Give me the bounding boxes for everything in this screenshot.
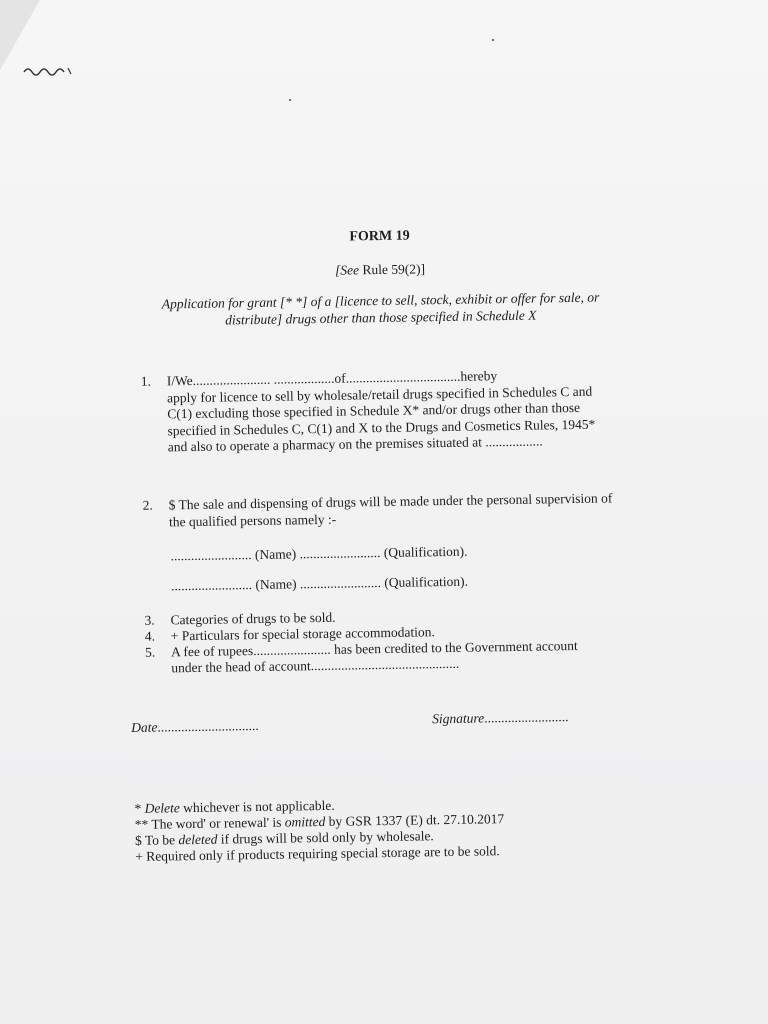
- item-5-account: under the head of account............................................: [171, 655, 460, 676]
- date-field: Date..............................: [131, 717, 259, 735]
- items-3-to-5: [144, 605, 651, 677]
- item-number: 2.: [142, 497, 153, 513]
- item-number: 1.: [140, 373, 152, 389]
- footnote-storage: + Required only if products requiring special storage are to be sold.: [135, 843, 500, 864]
- form-title: FORM 19: [349, 228, 410, 245]
- supervisor-line: ........................ (Name) ........................ (Qualification).: [170, 573, 469, 594]
- item-1-applicant: 1. I/We....................... ..................of..................................hereby apply for licence to sell by wholesale/retail drugs specified in Schedules C and C(1) excluding those specified in Schedule X* and/or drugs other than those specified in Schedules C, C(1) and X to the Drugs and Cosmetics Rules, 1945* and also to operate a pharmacy on the premises situated at .................: [140, 368, 596, 455]
- footnotes: [134, 795, 504, 865]
- application-title: Application for grant [* *] of a [licence to sell, stock, exhibit or offer for sale, or distribute] drugs other than those specified in Schedule X: [161, 289, 600, 328]
- item-2-supervision: 2. $ The sale and dispensing of drugs will be made under the personal supervision of the qualified persons namely :-: [142, 490, 613, 529]
- rule-reference: [See Rule 59(2)]: [334, 261, 426, 278]
- item-5-fee: 5. A fee of rupees....................... has been credited to the Government account: [144, 637, 578, 660]
- supervisor-line: ........................ (Name) ........................ (Qualification).: [170, 543, 468, 564]
- footnote-omitted: ** The word' or renewal' is omitted by GSR 1337 (E) dt. 27.10.2017: [134, 811, 505, 832]
- item-3-categories: 3. Categories of drugs to be sold.: [144, 609, 336, 628]
- footnote-wholesale: $ To be deleted if drugs will be sold only by wholesale.: [134, 828, 434, 848]
- signature-field: Signature.........................: [432, 709, 569, 727]
- signature-label: Signature: [432, 710, 485, 727]
- footnote-delete: * Delete whichever is not applicable.: [134, 797, 335, 816]
- date-label: Date: [131, 719, 158, 735]
- item-4-storage: 4. + Particulars for special storage accommodation.: [144, 624, 435, 644]
